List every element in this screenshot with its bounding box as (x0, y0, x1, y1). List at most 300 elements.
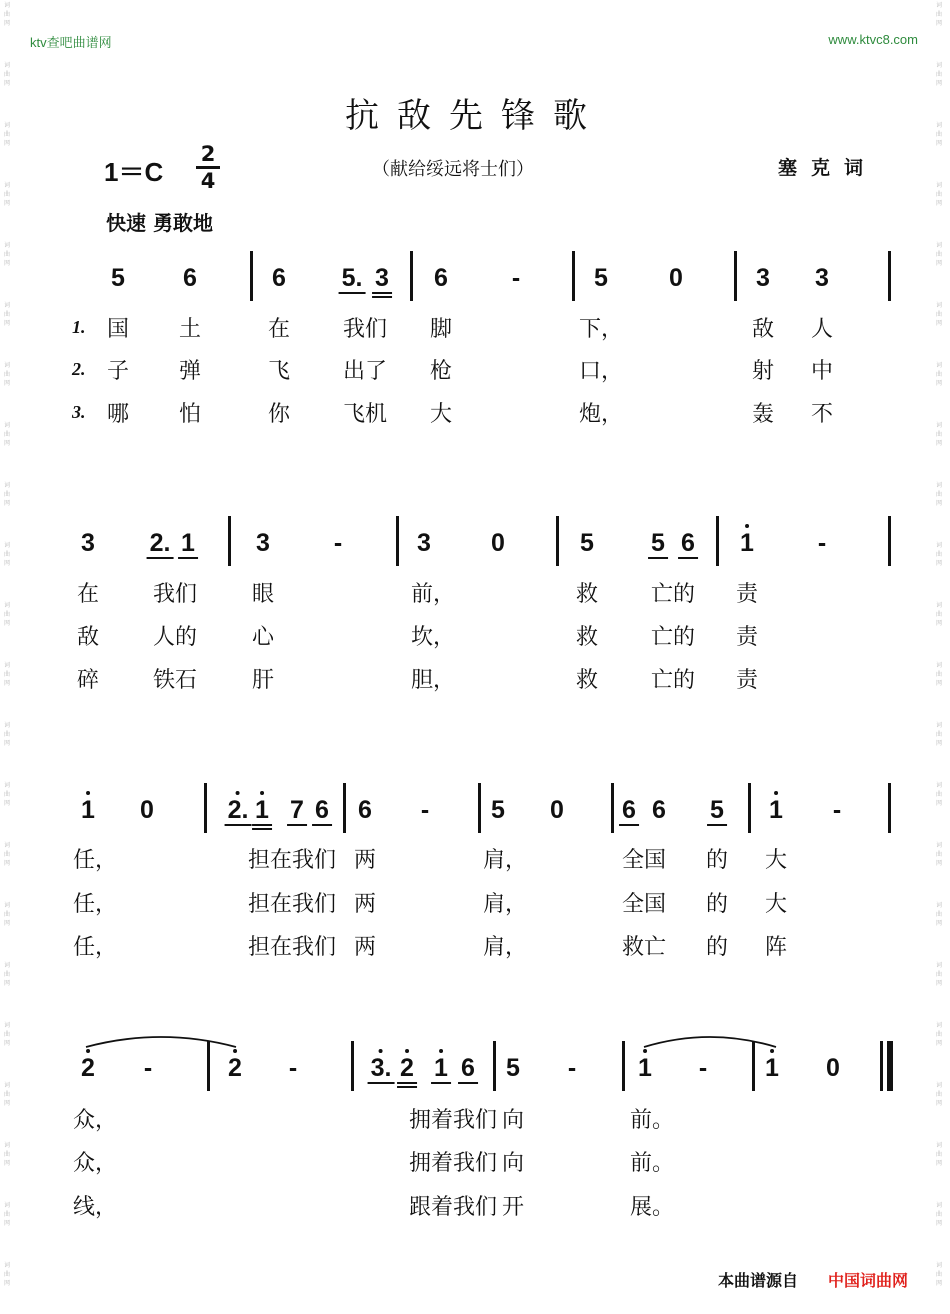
verse-number: 2. (72, 359, 86, 379)
jianpu-note (81, 530, 95, 556)
watermark-glyph: 曲 (935, 431, 942, 438)
bar-line (351, 1041, 354, 1091)
watermark-glyph: 网 (935, 980, 942, 987)
jianpu-note (652, 797, 666, 823)
watermark-glyph: 网 (935, 380, 942, 387)
note-digit: 3. (370, 1054, 392, 1082)
watermark-glyph: 词 (935, 302, 942, 309)
watermark-glyph: 网 (935, 1100, 942, 1107)
lyric-syllable: 国 (106, 317, 130, 342)
watermark-glyph: 词 (3, 302, 10, 309)
watermark-glyph: 词 (3, 422, 10, 429)
underline-beam (312, 824, 332, 826)
underline-beam (287, 824, 307, 826)
bar-line (204, 783, 207, 833)
watermark-glyph: 网 (3, 20, 10, 27)
lyric-syllable: 前。 (629, 1108, 675, 1133)
jianpu-note (756, 265, 770, 291)
lyric-syllable: 救 (575, 668, 599, 693)
watermark-glyph: 词 (935, 602, 942, 609)
watermark-glyph: 曲 (3, 131, 10, 138)
bar-line (250, 251, 253, 301)
watermark-glyph: 网 (935, 620, 942, 627)
jianpu-note (434, 265, 448, 291)
lyric-syllable: 敌 (76, 625, 100, 650)
underline-beam (372, 296, 392, 298)
note-digit: 1 (81, 796, 95, 824)
underline-beam (225, 824, 252, 826)
lyric-syllable: 线， (72, 1195, 118, 1220)
watermark-glyph: 词 (3, 962, 10, 969)
lyric-syllable: 任， (72, 935, 118, 960)
jianpu-note (334, 530, 342, 556)
watermark-glyph: 词 (3, 1262, 10, 1269)
note-digit: 1 (638, 1054, 652, 1082)
watermark-glyph: 曲 (935, 731, 942, 738)
lyric-syllable: 亡的 (650, 668, 696, 693)
lyric-syllable: 担在我们 (247, 892, 337, 917)
lyric-syllable: 射 (751, 359, 775, 384)
watermark-glyph: 网 (935, 320, 942, 327)
note-digit: 6 (622, 796, 636, 824)
octave-dot (745, 524, 749, 528)
watermark-glyph: 网 (935, 500, 942, 507)
lyric-syllable: 铁石 (152, 668, 198, 693)
lyric-syllable: 轰 (751, 402, 775, 427)
lyricist-credit: 塞克词 (778, 157, 878, 179)
watermark-glyph: 曲 (3, 731, 10, 738)
verse-number: 3. (72, 402, 86, 422)
underline-beam (678, 557, 698, 559)
watermark-glyph: 词 (935, 422, 942, 429)
jianpu-note (594, 265, 608, 291)
watermark-glyph: 曲 (935, 791, 942, 798)
note-digit: - (333, 529, 343, 557)
jianpu-note (290, 797, 304, 823)
watermark-glyph: 词 (3, 722, 10, 729)
jianpu-note (140, 797, 154, 823)
lyric-syllable: 责 (735, 668, 759, 693)
watermark-glyph: 词 (935, 662, 942, 669)
note-digit: 6 (183, 264, 197, 292)
bar-line (748, 783, 751, 833)
watermark-glyph: 词 (3, 482, 10, 489)
underline-beam (619, 824, 639, 826)
bar-line (734, 251, 737, 301)
watermark-glyph: 词 (3, 542, 10, 549)
lyric-syllable: 在 (267, 317, 291, 342)
watermark-glyph: 曲 (935, 311, 942, 318)
jianpu-note (371, 1055, 392, 1081)
bar-line (343, 783, 346, 833)
jianpu-note (651, 530, 665, 556)
watermark-glyph: 网 (3, 500, 10, 507)
watermark-glyph: 网 (3, 560, 10, 567)
note-digit: 1 (255, 796, 269, 824)
jianpu-note (765, 1055, 779, 1081)
watermark-glyph: 曲 (3, 311, 10, 318)
lyric-syllable: 开 (501, 1195, 525, 1220)
lyric-syllable: 飞机 (342, 402, 388, 427)
watermark-glyph: 词 (3, 1022, 10, 1029)
watermark-glyph: 网 (3, 980, 10, 987)
note-digit: 0 (491, 529, 505, 557)
note-digit: 5. (341, 264, 363, 292)
watermark-glyph: 曲 (3, 611, 10, 618)
lyric-syllable: 怕 (178, 402, 202, 427)
bar-line (611, 783, 614, 833)
lyric-syllable: 心 (251, 625, 275, 650)
underline-beam (178, 557, 198, 559)
watermark-glyph: 网 (3, 1280, 10, 1287)
watermark-glyph: 词 (3, 1142, 10, 1149)
watermark-glyph: 网 (3, 860, 10, 867)
lyric-syllable: 全国 (621, 848, 667, 873)
footer-source-site: 中国词曲网 (828, 1271, 909, 1290)
watermark-glyph: 词 (935, 722, 942, 729)
note-digit: 5 (491, 796, 505, 824)
watermark-glyph: 词 (3, 1082, 10, 1089)
note-digit: 6 (461, 1054, 475, 1082)
bar-line (888, 251, 891, 301)
watermark-glyph: 网 (935, 440, 942, 447)
watermark-glyph: 曲 (935, 1211, 942, 1218)
watermark-glyph: 网 (935, 560, 942, 567)
lyric-syllable: 全国 (621, 892, 667, 917)
watermark-glyph: 网 (3, 260, 10, 267)
note-digit: 6 (358, 796, 372, 824)
watermark-glyph: 曲 (3, 71, 10, 78)
jianpu-note (421, 797, 429, 823)
lyric-syllable: 跟着我们 (408, 1195, 498, 1220)
watermark-glyph: 曲 (3, 11, 10, 18)
watermark-glyph: 曲 (935, 851, 942, 858)
underline-beam (339, 292, 366, 294)
watermark-glyph: 曲 (935, 191, 942, 198)
lyric-syllable: 大 (764, 892, 788, 917)
lyric-syllable: 前。 (629, 1151, 675, 1176)
watermark-glyph: 词 (3, 1202, 10, 1209)
jianpu-note (315, 797, 329, 823)
bar-line (888, 783, 891, 833)
note-digit: - (698, 1054, 708, 1082)
note-digit: 3 (375, 264, 389, 292)
lyric-syllable: 前， (410, 582, 456, 607)
note-digit: - (832, 796, 842, 824)
watermark-glyph: 曲 (3, 971, 10, 978)
watermark-glyph: 词 (3, 602, 10, 609)
watermark-glyph: 曲 (935, 131, 942, 138)
watermark-glyph: 网 (3, 740, 10, 747)
watermark-glyph: 曲 (3, 1211, 10, 1218)
lyric-syllable: 众， (72, 1151, 118, 1176)
octave-dot (405, 1049, 409, 1053)
bar-line (572, 251, 575, 301)
watermark-glyph: 词 (935, 1022, 942, 1029)
watermark-glyph: 网 (935, 1040, 942, 1047)
lyric-syllable: 大 (429, 402, 453, 427)
jianpu-note (818, 530, 826, 556)
watermark-glyph: 网 (3, 1220, 10, 1227)
lyric-syllable: 肩， (482, 935, 528, 960)
bar-line (716, 516, 719, 566)
site-name-left: ktv查吧曲谱网 (30, 35, 112, 50)
lyric-syllable: 向 (501, 1108, 525, 1133)
jianpu-note (150, 530, 171, 556)
note-digit: - (511, 264, 521, 292)
watermark-glyph: 网 (3, 140, 10, 147)
watermark-glyph: 曲 (935, 551, 942, 558)
note-digit: 5 (580, 529, 594, 557)
jianpu-note (710, 797, 724, 823)
octave-dot (774, 791, 778, 795)
lyric-syllable: 两 (353, 935, 377, 960)
watermark-glyph: 曲 (3, 671, 10, 678)
lyric-syllable: 肝 (251, 668, 275, 693)
jianpu-note (550, 797, 564, 823)
lyric-syllable: 口， (578, 359, 624, 384)
lyric-syllable: 担在我们 (247, 935, 337, 960)
watermark-glyph: 词 (935, 62, 942, 69)
jianpu-note (638, 1055, 652, 1081)
lyric-syllable: 碎 (76, 668, 100, 693)
right-watermark-strip (934, 0, 948, 1314)
watermark-glyph: 网 (3, 1100, 10, 1107)
jianpu-note (272, 265, 286, 291)
jianpu-note (580, 530, 594, 556)
jianpu-note (669, 265, 683, 291)
note-digit: 1 (434, 1054, 448, 1082)
jianpu-note (256, 530, 270, 556)
lyric-syllable: 你 (267, 402, 291, 427)
note-digit: 3 (81, 529, 95, 557)
jianpu-note (81, 1055, 95, 1081)
underline-beam (252, 824, 272, 826)
watermark-glyph: 曲 (935, 491, 942, 498)
jianpu-note (826, 1055, 840, 1081)
left-watermark-strip (2, 0, 16, 1314)
site-url-right: www.ktvc8.com (828, 32, 918, 47)
octave-dot (770, 1049, 774, 1053)
note-digit: 6 (652, 796, 666, 824)
jianpu-note (491, 797, 505, 823)
note-digit: 5 (111, 264, 125, 292)
lyric-syllable: 拥着我们 (408, 1151, 498, 1176)
watermark-glyph: 词 (935, 1202, 942, 1209)
bar-line (478, 783, 481, 833)
octave-dot (643, 1049, 647, 1053)
lyric-syllable: 众， (72, 1108, 118, 1133)
watermark-glyph: 网 (3, 800, 10, 807)
jianpu-note (181, 530, 195, 556)
bar-line (888, 516, 891, 566)
note-digit: 2 (400, 1054, 414, 1082)
lyric-syllable: 中 (810, 359, 834, 384)
jianpu-note (417, 530, 431, 556)
lyric-syllable: 任， (72, 848, 118, 873)
watermark-glyph: 曲 (935, 1271, 942, 1278)
lyric-syllable: 下， (578, 317, 624, 342)
watermark-glyph: 曲 (935, 11, 942, 18)
watermark-glyph: 词 (935, 962, 942, 969)
lyric-syllable: 两 (353, 848, 377, 873)
watermark-glyph: 词 (935, 1082, 942, 1089)
jianpu-note (400, 1055, 414, 1081)
note-digit: 0 (550, 796, 564, 824)
watermark-glyph: 词 (935, 1142, 942, 1149)
watermark-glyph: 词 (3, 362, 10, 369)
watermark-glyph: 曲 (3, 1031, 10, 1038)
jianpu-note (461, 1055, 475, 1081)
note-digit: 2. (149, 529, 171, 557)
time-signature-bottom: 4 (200, 169, 216, 193)
lyric-syllable: 飞 (267, 359, 291, 384)
watermark-glyph: 网 (3, 440, 10, 447)
lyric-syllable: 救 (575, 582, 599, 607)
note-digit: - (420, 796, 430, 824)
note-digit: - (817, 529, 827, 557)
jianpu-note (228, 797, 249, 823)
watermark-glyph: 词 (935, 902, 942, 909)
jianpu-note (434, 1055, 448, 1081)
watermark-glyph: 词 (935, 542, 942, 549)
jianpu-note (815, 265, 829, 291)
lyric-syllable: 在 (76, 582, 100, 607)
watermark-glyph: 网 (935, 1160, 942, 1167)
watermark-glyph: 网 (935, 20, 942, 27)
watermark-glyph: 网 (3, 1040, 10, 1047)
watermark-glyph: 网 (935, 860, 942, 867)
watermark-glyph: 词 (935, 362, 942, 369)
watermark-glyph: 曲 (3, 251, 10, 258)
final-barline-thick (887, 1041, 893, 1091)
watermark-glyph: 词 (935, 122, 942, 129)
note-digit: 0 (140, 796, 154, 824)
watermark-glyph: 曲 (935, 911, 942, 918)
footer-source-prefix: 本曲谱源自 (718, 1271, 799, 1290)
watermark-glyph: 网 (935, 200, 942, 207)
note-digit: 5 (710, 796, 724, 824)
underline-beam (707, 824, 727, 826)
watermark-glyph: 曲 (3, 911, 10, 918)
underline-beam (458, 1082, 478, 1084)
lyric-syllable: 两 (353, 892, 377, 917)
note-digit: 3 (756, 264, 770, 292)
jianpu-note (375, 265, 389, 291)
lyric-syllable: 大 (764, 848, 788, 873)
jianpu-note (512, 265, 520, 291)
note-digit: 0 (669, 264, 683, 292)
watermark-glyph: 词 (3, 2, 10, 9)
octave-dot (233, 1049, 237, 1053)
note-digit: 6 (681, 529, 695, 557)
lyric-syllable: 土 (178, 317, 202, 342)
lyric-syllable: 我们 (342, 317, 388, 342)
lyric-syllable: 的 (705, 892, 729, 917)
watermark-glyph: 词 (935, 182, 942, 189)
underline-beam (368, 1082, 395, 1084)
watermark-glyph: 曲 (3, 1091, 10, 1098)
dedication: （献给绥远将士们） (372, 159, 534, 180)
lyric-syllable: 子 (106, 359, 130, 384)
jianpu-note (506, 1055, 520, 1081)
lyric-syllable: 坎， (410, 625, 456, 650)
note-digit: 1 (769, 796, 783, 824)
lyric-syllable: 人的 (152, 625, 198, 650)
tempo-marking: 快速 勇敢地 (106, 211, 213, 235)
watermark-glyph: 曲 (3, 1271, 10, 1278)
watermark-glyph: 曲 (935, 971, 942, 978)
watermark-glyph: 曲 (3, 491, 10, 498)
jianpu-note (769, 797, 783, 823)
watermark-glyph: 词 (935, 242, 942, 249)
note-digit: 3 (417, 529, 431, 557)
jianpu-note (342, 265, 363, 291)
underline-beam (147, 557, 174, 559)
watermark-glyph: 词 (935, 842, 942, 849)
jianpu-note (699, 1055, 707, 1081)
lyric-syllable: 担在我们 (247, 848, 337, 873)
time-signature (196, 143, 220, 192)
bar-line (410, 251, 413, 301)
watermark-glyph: 网 (3, 200, 10, 207)
lyric-syllable: 不 (810, 402, 834, 427)
octave-dot (236, 791, 240, 795)
time-signature-top: 2 (200, 142, 216, 166)
song-title: 抗敌先锋歌 (345, 96, 605, 136)
note-digit: 3 (815, 264, 829, 292)
note-digit: 2 (228, 1054, 242, 1082)
lyric-syllable: 责 (735, 582, 759, 607)
watermark-glyph: 网 (935, 140, 942, 147)
jianpu-note (740, 530, 754, 556)
tie-slur (642, 1033, 778, 1049)
underline-beam (431, 1082, 451, 1084)
watermark-glyph: 网 (3, 620, 10, 627)
watermark-glyph: 网 (3, 680, 10, 687)
jianpu-note (111, 265, 125, 291)
watermark-glyph: 曲 (935, 1151, 942, 1158)
jianpu-note (183, 265, 197, 291)
note-digit: 2 (81, 1054, 95, 1082)
watermark-glyph: 词 (935, 782, 942, 789)
watermark-glyph: 曲 (935, 71, 942, 78)
lyric-syllable: 出了 (342, 359, 388, 384)
lyric-syllable: 的 (705, 848, 729, 873)
bar-line (228, 516, 231, 566)
lyric-syllable: 责 (735, 625, 759, 650)
lyric-syllable: 的 (705, 935, 729, 960)
watermark-glyph: 词 (3, 242, 10, 249)
note-digit: 6 (434, 264, 448, 292)
lyric-syllable: 人 (810, 317, 834, 342)
underline-beam (372, 292, 392, 294)
watermark-glyph: 曲 (3, 851, 10, 858)
watermark-glyph: 网 (3, 320, 10, 327)
note-digit: 6 (272, 264, 286, 292)
watermark-glyph: 网 (3, 80, 10, 87)
watermark-glyph: 网 (3, 380, 10, 387)
jianpu-note (491, 530, 505, 556)
watermark-glyph: 网 (3, 920, 10, 927)
note-digit: 3 (256, 529, 270, 557)
bar-line (396, 516, 399, 566)
note-digit: 2. (227, 796, 249, 824)
note-digit: 0 (826, 1054, 840, 1082)
octave-dot (86, 791, 90, 795)
jianpu-note (289, 1055, 297, 1081)
lyric-syllable: 肩， (482, 848, 528, 873)
